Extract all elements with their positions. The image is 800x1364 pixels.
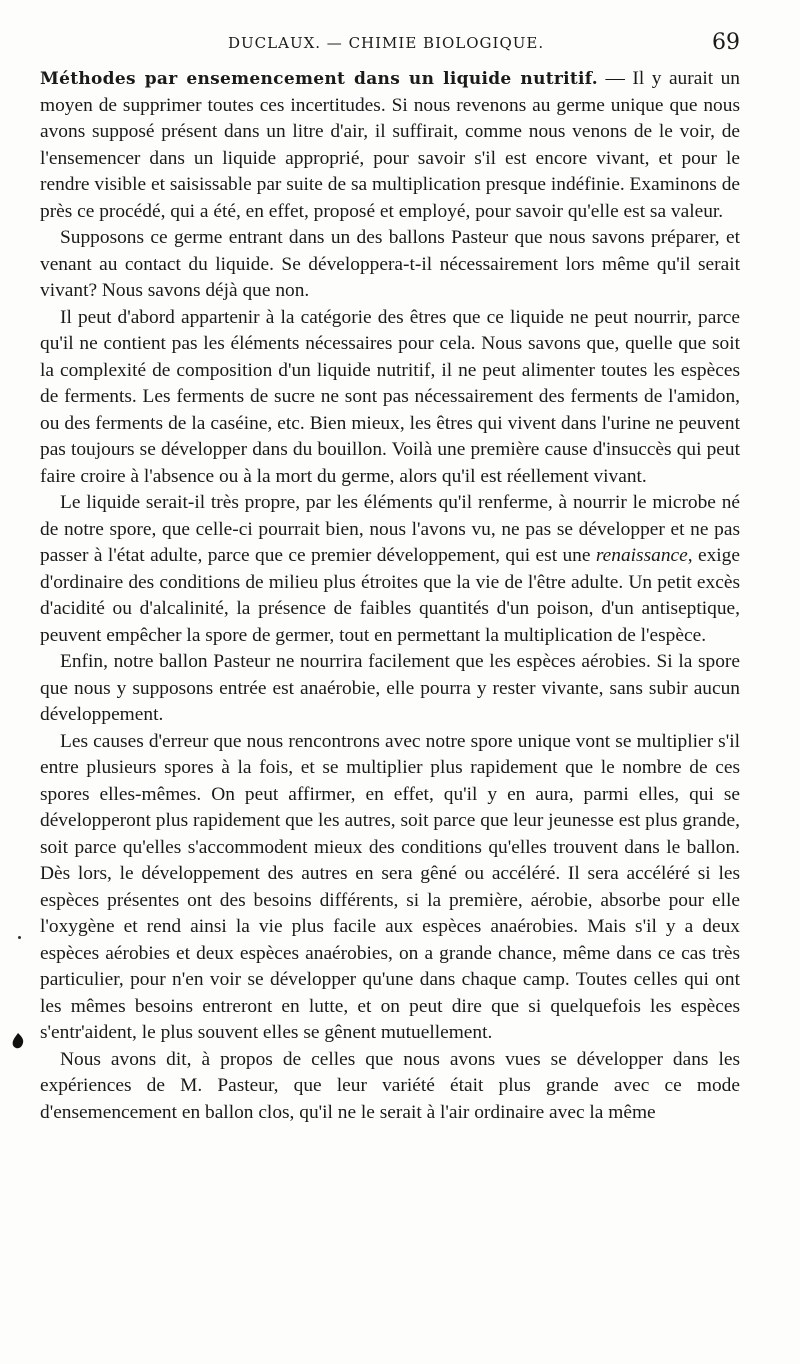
- heading-dash: —: [598, 68, 633, 89]
- emphasis: renaissance: [595, 545, 688, 566]
- paragraph: Nous avons dit, à propos de celles que nous avons vues se développer dans les expériences de M. Pasteur, que leur variété était plus grande avec ce mode d'ensemencement en ballon clos, qu'il ne le serait à l'air ordinaire avec la même: [40, 1048, 740, 1123]
- paragraph-text: , exige d'ordinaire des conditions de milieu plus étroites que la vie de l'être adulte. Un petit excès d'acidité ou d'alcalinité, la présence de faibles quantités d'un poison, d'un antiseptique, peuvent empêcher la spore de germer, tout en permettant la multiplication de l'espèce.: [40, 545, 740, 646]
- ink-blot-icon: [10, 1032, 26, 1050]
- paragraph-text: Il y aurait un moyen de supprimer toutes ces incertitudes. Si nous revenons au germe unique que nous avons supposé présent dans un litre d'air, il suffirait, comme nous venons de le voir, de l'ensemencer dans un liquide approprié, pour savoir s'il est encore vivant, et pour le rendre visible et saisissable par suite de sa multiplication presque indéfinie. Examinons de près ce procédé, qui a été, en effet, proposé et employé, pour savoir qu'elle est sa valeur.: [40, 68, 740, 222]
- section-heading: Méthodes par ensemencement dans un liquide nutritif.: [40, 69, 599, 89]
- body-text: [40, 66, 740, 1126]
- paragraph-text: Le liquide serait-il très propre, par les éléments qu'il renferme, à nourrir le microbe né de notre spore, que celle-ci pourrait bien, nous l'avons vu, ne pas se développer et ne pas passer à l'état adulte, parce que ce premier développement, qui est une: [40, 492, 740, 566]
- paragraph: Supposons ce germe entrant dans un des ballons Pasteur que nous savons préparer, et venant au contact du liquide. Se développera-t-il nécessairement lors même qu'il serait vivant? Nous savons déjà que non.: [40, 227, 740, 301]
- margin-dot: [18, 936, 21, 939]
- running-title: DUCLAUX. — CHIMIE BIOLOGIQUE.: [228, 34, 545, 52]
- running-head: [40, 30, 740, 60]
- ink-blot-mark: [10, 1032, 26, 1055]
- page-number: 69: [712, 30, 740, 55]
- paragraph: Il peut d'abord appartenir à la catégorie des êtres que ce liquide ne peut nourrir, parce qu'il ne contient pas les éléments nécessaires pour cela. Nous savons que, quelle que soit la complexité de composition d'un liquide nutritif, il ne peut alimenter toutes les espèces de ferments. Les ferments de sucre ne sont pas nécessairement des ferments de l'amidon, ou des ferments de la caséine, etc. Bien mieux, les êtres qui vivent dans l'urine ne peuvent pas toujours se développer dans du bouillon. Voilà une première cause d'insuccès qui peut faire croire à l'absence ou à la mort du germe, alors qu'il est réellement vivant.: [40, 306, 740, 487]
- paragraph: Enfin, notre ballon Pasteur ne nourrira facilement que les espèces aérobies. Si la spore que nous y supposons entrée est anaérobie, elle pourra y rester vivante, sans subir aucun développement.: [40, 651, 740, 725]
- paragraph: [40, 66, 740, 225]
- paragraph: [40, 490, 740, 649]
- paragraph: Les causes d'erreur que nous rencontrons avec notre spore unique vont se multiplier s'il entre plusieurs spores à la fois, et se multiplier plus rapidement que le nombre de ces spores elles-mêmes. On peut affirmer, en effet, qu'il y en aura, parmi elles, qui se développeront plus rapidement que les autres, soit parce que leur jeunesse est plus grande, soit parce qu'elles s'accommodent mieux des conditions qu'elles trouvent dans le ballon. Dès lors, le développement des autres en sera gêné ou accéléré. Il sera accéléré si les espèces présentes ont des besoins différents, si la première, aérobie, absorbe pour elle l'oxygène et rend ainsi la vie plus facile aux espèces anaérobies. Mais s'il y a deux espèces aérobies et deux espèces anaérobies, on a grande chance, même dans ce cas très particulier, pour n'en voir se développer qu'une dans chaque camp. Toutes celles qui ont les mêmes besoins entreront en lutte, et on peut dire que si quelquefois les espèces s'entr'aident, le plus souvent elles se gênent mutuellement.: [40, 730, 740, 1043]
